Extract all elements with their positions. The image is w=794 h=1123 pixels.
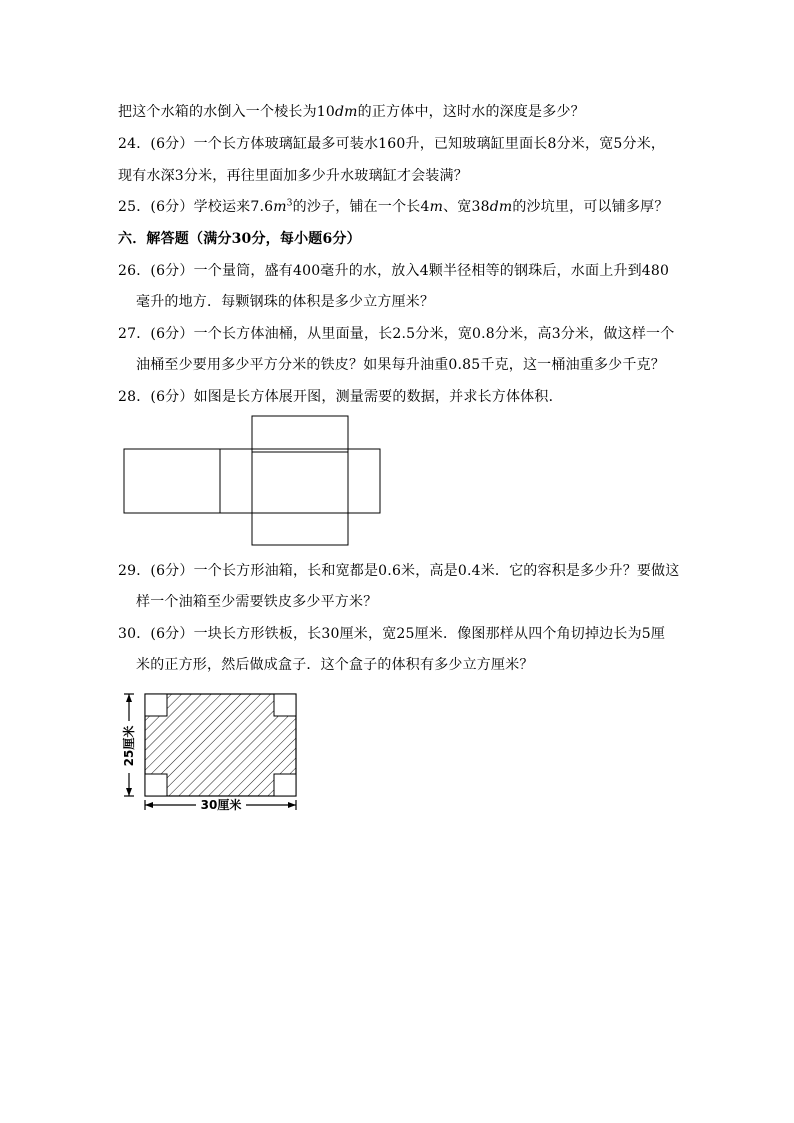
problem-28: 28．(6分）如图是长方体展开图，测量需要的数据，并求长方体体积． [118,389,563,405]
net-bottom-face [252,513,348,545]
problem-25: 25．(6分）学校运来$7.6m^3$的沙子，铺在一个长4m、宽38dm的沙坑里，可以铺多厚？ [118,198,669,215]
problem-23-continuation: 把这个水箱的水倒入一个棱长为10dm的正方体中，这时水的深度是多少？ [118,104,585,120]
corner-square-tl [145,694,167,716]
net-top-face [252,416,348,452]
problem-30-line2: 米的正方形，然后做成盒子．这个盒子的体积有多少立方厘米？ [136,657,534,673]
cuboid-net-figure [120,413,390,551]
section-6-heading: 六．解答题（满分30分，每小题6分） [118,231,361,247]
problem-27-line1: 27．(6分）一个长方体油桶，从里面量，长2.5分米，宽0.8分米，高3分米，做这样一个 [118,326,675,342]
corner-square-br [274,774,296,796]
net-left-face [124,449,220,513]
corner-square-bl [145,774,167,796]
problem-29-line2: 样一个油箱至少需要铁皮多少平方米？ [136,594,378,610]
net-right-face [348,449,380,513]
net-side-face [220,449,252,513]
problem-26-line2: 毫升的地方．每颗钢珠的体积是多少立方厘米？ [136,294,435,310]
problem-27-line2: 油桶至少要用多少平方分米的铁皮？如果每升油重0.85千克，这一桶油重多少千克？ [136,357,665,373]
problem-29-line1: 29．(6分）一个长方形油箱，长和宽都是0.6米，高是0.4米．它的容积是多少升？要做这 [118,563,680,579]
problem-24-line2: 现有水深3分米，再往里面加多少升水玻璃缸才会装满？ [118,168,468,184]
width-label: 30厘米 [200,798,242,812]
problem-24-line1: 24．(6分）一个长方体玻璃缸最多可装水160升，已知玻璃缸里面长8分米，宽5分米， [118,136,666,152]
net-center-face [252,449,348,513]
iron-sheet-figure [118,688,308,818]
height-label: 25厘米 [122,725,136,767]
problem-30-line1: 30．(6分）一块长方形铁板，长30厘米，宽25厘米．像图那样从四个角切掉边长为5厘 [118,626,666,642]
corner-square-tr [274,694,296,716]
hatched-region [145,694,296,796]
problem-26-line1: 26．(6分）一个量筒，盛有400毫升的水，放入4颗半径相等的钢珠后，水面上升到480 [118,263,670,279]
